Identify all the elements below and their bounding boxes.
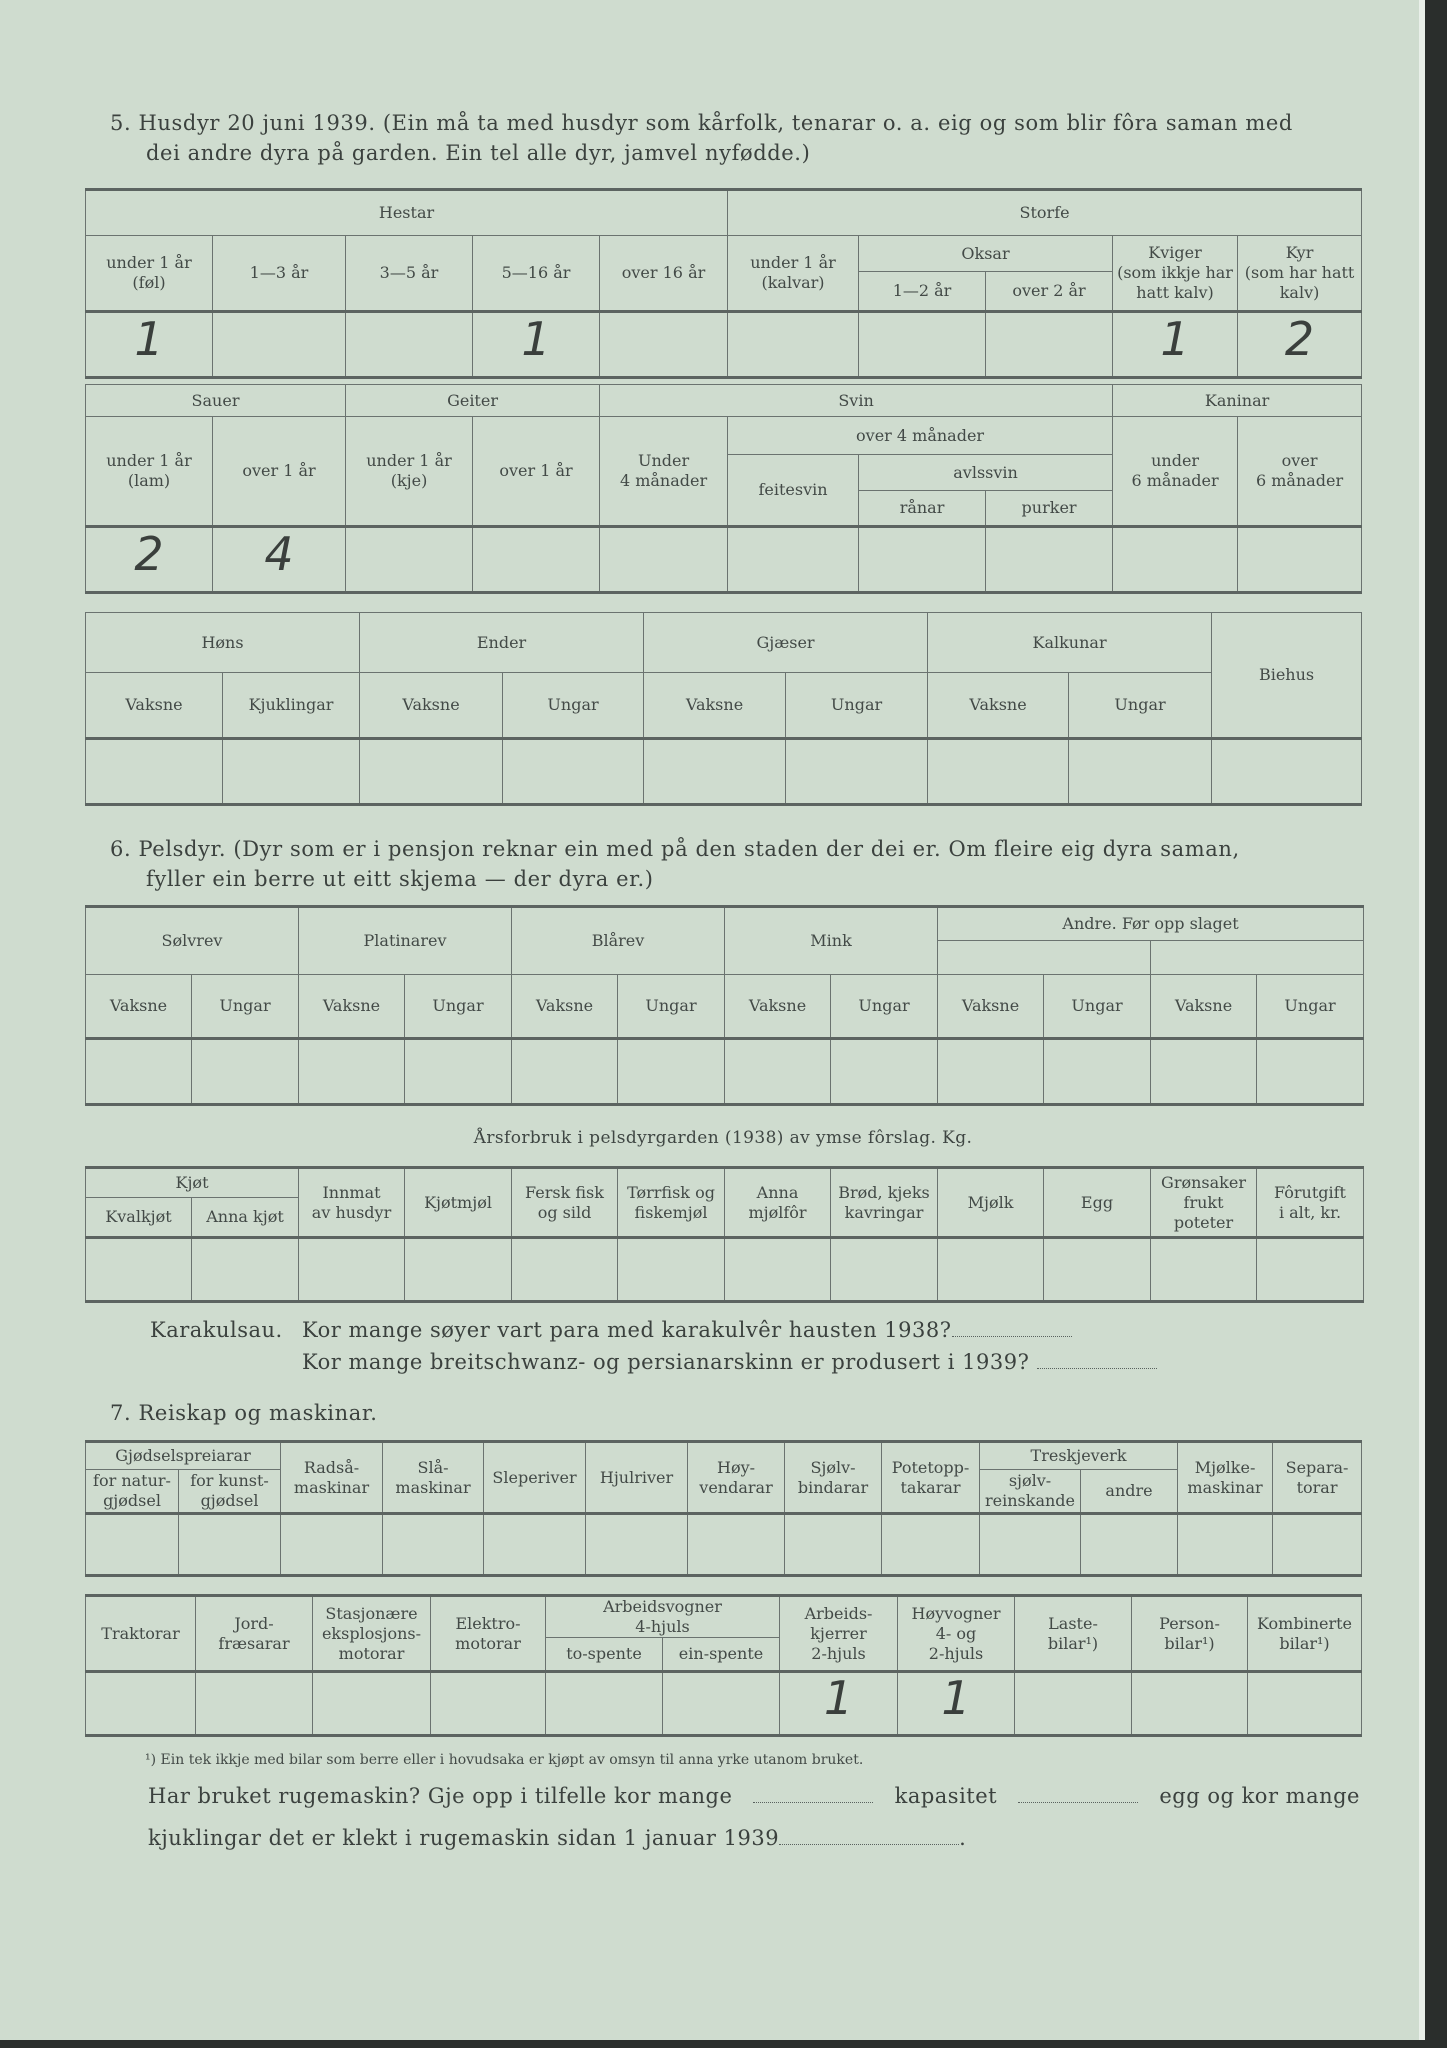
col-to-spente: to-spente bbox=[546, 1638, 663, 1672]
cell-empty[interactable] bbox=[859, 312, 986, 378]
cell-empty[interactable] bbox=[618, 1238, 725, 1302]
header-treskjeverk: Treskjeverk bbox=[980, 1442, 1178, 1470]
col-ungar: Ungar bbox=[1257, 975, 1364, 1039]
cell-empty[interactable] bbox=[1257, 1238, 1364, 1302]
section-5-heading bbox=[110, 108, 1360, 168]
cell-empty[interactable] bbox=[86, 739, 223, 805]
cell-empty[interactable] bbox=[663, 1672, 780, 1736]
cell-empty[interactable] bbox=[1248, 1672, 1362, 1736]
cell-empty[interactable] bbox=[196, 1672, 313, 1736]
col-kyr: Kyr (som har hatt kalv) bbox=[1238, 236, 1362, 312]
cell-empty[interactable] bbox=[785, 1514, 882, 1576]
cell-empty[interactable] bbox=[299, 1039, 405, 1105]
col-vaksne: Vaksne bbox=[299, 975, 405, 1039]
header-gjodselspreiarar: Gjødselspreiarar bbox=[86, 1442, 281, 1470]
header-kalkunar: Kalkunar bbox=[928, 613, 1212, 673]
cell-empty[interactable] bbox=[1212, 739, 1362, 805]
vehicles-table bbox=[85, 1594, 1362, 1737]
incubator-capacity-field[interactable] bbox=[1018, 1784, 1138, 1803]
poultry-table bbox=[85, 612, 1362, 806]
cell-empty[interactable] bbox=[1069, 739, 1212, 805]
cell-empty[interactable] bbox=[192, 1238, 299, 1302]
cell-empty[interactable] bbox=[512, 1238, 618, 1302]
cell-andre-type-2[interactable] bbox=[1151, 941, 1364, 975]
cell-empty[interactable] bbox=[586, 1514, 688, 1576]
col-ranar: rånar bbox=[859, 491, 986, 527]
col-mjolk: Mjølk bbox=[938, 1168, 1044, 1238]
col-ender-vaksne: Vaksne bbox=[360, 673, 503, 739]
col-avlssvin: avlssvin bbox=[859, 455, 1113, 491]
col-torrfisk: Tørrfisk og fiskemjøl bbox=[618, 1168, 725, 1238]
cell-empty[interactable] bbox=[728, 312, 859, 378]
incubator-question-b: kapasitet bbox=[894, 1784, 998, 1808]
incubator-chicks-field[interactable] bbox=[779, 1826, 959, 1845]
col-horses-1-3: 1—3 år bbox=[213, 236, 346, 312]
header-geiter: Geiter bbox=[346, 385, 600, 417]
cell-empty[interactable] bbox=[831, 1238, 938, 1302]
col-brod: Brød, kjeks kavringar bbox=[831, 1168, 938, 1238]
col-kvalkjot: Kvalkjøt bbox=[86, 1198, 192, 1238]
col-kunstgjodsel: for kunst- gjødsel bbox=[179, 1470, 281, 1514]
col-traktorar: Traktorar bbox=[86, 1596, 196, 1672]
col-vaksne: Vaksne bbox=[512, 975, 618, 1039]
cell-empty[interactable] bbox=[1151, 1238, 1257, 1302]
cell-empty[interactable] bbox=[346, 527, 473, 593]
cell-sheep-over-1[interactable] bbox=[213, 527, 346, 593]
handwritten-value: 1 bbox=[941, 1671, 971, 1725]
karakul-question-2: Kor mange breitschwanz- og persianarskinn er produsert i 1939? bbox=[302, 1350, 1157, 1374]
col-ungar: Ungar bbox=[192, 975, 299, 1039]
handwritten-value: 1 bbox=[134, 312, 164, 366]
col-oksar-1-2: 1—2 år bbox=[859, 272, 986, 312]
cell-horses-under-1[interactable] bbox=[86, 312, 213, 378]
cell-empty[interactable] bbox=[346, 312, 473, 378]
cell-empty[interactable] bbox=[786, 739, 928, 805]
col-rabbits-over-6: over 6 månader bbox=[1238, 417, 1362, 527]
col-anna-kjot: Anna kjøt bbox=[192, 1198, 299, 1238]
cell-empty[interactable] bbox=[405, 1039, 512, 1105]
cell-empty[interactable] bbox=[1273, 1514, 1362, 1576]
header-gjaeser: Gjæser bbox=[644, 613, 928, 673]
col-pigs-over-4: over 4 månader bbox=[728, 417, 1113, 455]
section-6-line1: 6. Pelsdyr. (Dyr som er i pensjon reknar ein med på den staden der dei er. Om fleire eig dyra saman, bbox=[110, 837, 1240, 861]
col-gronsaker: Grønsaker frukt poteter bbox=[1151, 1168, 1257, 1238]
cell-empty[interactable] bbox=[644, 739, 786, 805]
cell-empty[interactable] bbox=[299, 1238, 405, 1302]
cell-horses-5-16[interactable] bbox=[473, 312, 600, 378]
incubator-count-field[interactable] bbox=[753, 1784, 873, 1803]
section-6-heading bbox=[110, 834, 1360, 894]
section-7-heading: 7. Reiskap og maskinar. bbox=[110, 1401, 378, 1425]
col-ungar: Ungar bbox=[405, 975, 512, 1039]
col-arbeidskjerrer: Arbeids- kjerrer 2-hjuls bbox=[780, 1596, 898, 1672]
cell-empty[interactable] bbox=[938, 1039, 1044, 1105]
handwritten-value: 4 bbox=[264, 527, 294, 581]
header-storfe: Storfe bbox=[728, 190, 1362, 236]
col-kje: under 1 år (kje) bbox=[346, 417, 473, 527]
col-biehus: Biehus bbox=[1212, 613, 1362, 739]
cell-empty[interactable] bbox=[1113, 527, 1238, 593]
col-horses-under-1: under 1 år (føl) bbox=[86, 236, 213, 312]
col-potetopptakarar: Potetopp- takarar bbox=[882, 1442, 980, 1514]
cell-empty[interactable] bbox=[1081, 1514, 1178, 1576]
karakul-answer-1[interactable] bbox=[952, 1318, 1072, 1337]
col-vaksne: Vaksne bbox=[1151, 975, 1257, 1039]
col-sheep-over-1: over 1 år bbox=[213, 417, 346, 527]
col-gjaeser-ungar: Ungar bbox=[786, 673, 928, 739]
col-rabbits-under-6: under 6 månader bbox=[1113, 417, 1238, 527]
col-vaksne: Vaksne bbox=[725, 975, 831, 1039]
header-mink: Mink bbox=[725, 907, 938, 975]
handwritten-value: 1 bbox=[521, 312, 551, 366]
col-oksar: Oksar bbox=[859, 236, 1113, 272]
col-ungar: Ungar bbox=[831, 975, 938, 1039]
col-horses-over-16: over 16 år bbox=[600, 236, 728, 312]
cell-empty[interactable] bbox=[1132, 1672, 1248, 1736]
col-fersk-fisk: Fersk fisk og sild bbox=[512, 1168, 618, 1238]
col-horses-3-5: 3—5 år bbox=[346, 236, 473, 312]
cell-empty[interactable] bbox=[938, 1238, 1044, 1302]
cell-empty[interactable] bbox=[383, 1514, 484, 1576]
header-platinarev: Platinarev bbox=[299, 907, 512, 975]
cell-lam[interactable] bbox=[86, 527, 213, 593]
incubator-question-line2: kjuklingar det er klekt i rugemaskin sidan 1 januar 1939 . bbox=[148, 1826, 967, 1850]
cell-empty[interactable] bbox=[313, 1672, 431, 1736]
section-5-line1: 5. Husdyr 20 juni 1939. (Ein må ta med husdyr som kårfolk, tenarar o. a. eig og som blir fôra saman med bbox=[110, 111, 1293, 135]
col-calves: under 1 år (kalvar) bbox=[728, 236, 859, 312]
fur-animals-table bbox=[85, 905, 1364, 1106]
col-gjaeser-vaksne: Vaksne bbox=[644, 673, 786, 739]
feed-table-title: Årsforbruk i pelsdyrgarden (1938) av ymse fôrslag. Kg. bbox=[473, 1128, 973, 1148]
cell-empty[interactable] bbox=[1257, 1039, 1364, 1105]
col-ein-spente: ein-spente bbox=[663, 1638, 780, 1672]
col-separatorar: Separa- torar bbox=[1273, 1442, 1362, 1514]
col-ungar: Ungar bbox=[1044, 975, 1151, 1039]
col-lastebilar: Laste- bilar¹) bbox=[1015, 1596, 1132, 1672]
livestock-sheep-goats-pigs-table bbox=[85, 384, 1362, 594]
col-pigs-under-4: Under 4 månader bbox=[600, 417, 728, 527]
handwritten-value: 2 bbox=[134, 527, 164, 581]
incubator-question-c: egg og kor mange bbox=[1159, 1784, 1360, 1808]
machinery-table bbox=[85, 1440, 1362, 1577]
col-sleperiver: Sleperiver bbox=[484, 1442, 586, 1514]
incubator-question-a: Har bruket rugemaskin? Gje opp i tilfelle kor mange bbox=[148, 1784, 733, 1808]
cell-empty[interactable] bbox=[1044, 1039, 1151, 1105]
karakul-question-1: Kor mange søyer vart para med karakulvêr hausten 1938? bbox=[302, 1318, 1072, 1342]
col-horses-5-16: 5—16 år bbox=[473, 236, 600, 312]
cell-empty[interactable] bbox=[600, 312, 728, 378]
col-personbilar: Person- bilar¹) bbox=[1132, 1596, 1248, 1672]
col-hons-vaksne: Vaksne bbox=[86, 673, 223, 739]
col-ungar: Ungar bbox=[618, 975, 725, 1039]
header-sauer: Sauer bbox=[86, 385, 346, 417]
cell-empty[interactable] bbox=[431, 1672, 546, 1736]
cell-empty[interactable] bbox=[1178, 1514, 1273, 1576]
cell-empty[interactable] bbox=[1044, 1238, 1151, 1302]
cell-empty[interactable] bbox=[1015, 1672, 1132, 1736]
cell-empty[interactable] bbox=[859, 527, 986, 593]
handwritten-value: 2 bbox=[1284, 312, 1315, 366]
col-kalkunar-ungar: Ungar bbox=[1069, 673, 1212, 739]
col-hoyvendarar: Høy- vendarar bbox=[688, 1442, 785, 1514]
col-oksar-over-2: over 2 år bbox=[986, 272, 1113, 312]
footnote: ¹) Ein tek ikkje med bilar som berre eller i hovudsaka er kjøpt av omsyn til anna yrke utanom bruket. bbox=[145, 1752, 864, 1768]
header-kaninar: Kaninar bbox=[1113, 385, 1362, 417]
col-kjotmjol: Kjøtmjøl bbox=[405, 1168, 512, 1238]
handwritten-value: 1 bbox=[1160, 312, 1190, 366]
col-stasjonaere: Stasjonære eksplosjons- motorar bbox=[313, 1596, 431, 1672]
header-ender: Ender bbox=[360, 613, 644, 673]
cell-empty[interactable] bbox=[728, 527, 859, 593]
col-kombinerte-bilar: Kombinerte bilar¹) bbox=[1248, 1596, 1362, 1672]
cell-empty[interactable] bbox=[600, 527, 728, 593]
handwritten-value: 1 bbox=[823, 1671, 854, 1725]
header-kjot: Kjøt bbox=[86, 1168, 299, 1198]
livestock-horses-cattle-table bbox=[85, 188, 1362, 379]
cell-empty[interactable] bbox=[725, 1238, 831, 1302]
cell-empty[interactable] bbox=[473, 527, 600, 593]
cell-empty[interactable] bbox=[928, 739, 1069, 805]
col-sjolvbindarar: Sjølv- bindarar bbox=[785, 1442, 882, 1514]
header-blarev: Blårev bbox=[512, 907, 725, 975]
cell-empty[interactable] bbox=[512, 1039, 618, 1105]
col-mjolkemaskinar: Mjølke- maskinar bbox=[1178, 1442, 1273, 1514]
col-radsa: Radså- maskinar bbox=[281, 1442, 383, 1514]
col-jordfraesarar: Jord- fræsarar bbox=[196, 1596, 313, 1672]
col-purker: purker bbox=[986, 491, 1113, 527]
karakul-answer-2[interactable] bbox=[1037, 1350, 1157, 1369]
cell-empty[interactable] bbox=[831, 1039, 938, 1105]
cell-kyr[interactable] bbox=[1238, 312, 1362, 378]
section-5-line2: dei andre dyra på garden. Ein tel alle dyr, jamvel nyfødde.) bbox=[146, 141, 811, 165]
col-kviger: Kviger (som ikkje har hatt kalv) bbox=[1113, 236, 1238, 312]
col-egg: Egg bbox=[1044, 1168, 1151, 1238]
cell-empty[interactable] bbox=[1151, 1039, 1257, 1105]
cell-empty[interactable] bbox=[86, 1238, 192, 1302]
cell-empty[interactable] bbox=[725, 1039, 831, 1105]
cell-empty[interactable] bbox=[546, 1672, 663, 1736]
cell-empty[interactable] bbox=[1238, 527, 1362, 593]
cell-empty[interactable] bbox=[281, 1514, 383, 1576]
col-innmat: Innmat av husdyr bbox=[299, 1168, 405, 1238]
cell-empty[interactable] bbox=[882, 1514, 980, 1576]
col-anna-mjolfor: Anna mjølfôr bbox=[725, 1168, 831, 1238]
cell-empty[interactable] bbox=[688, 1514, 785, 1576]
section-6-line2: fyller ein berre ut eitt skjema — der dyra er.) bbox=[146, 867, 654, 891]
col-sla: Slå- maskinar bbox=[383, 1442, 484, 1514]
cell-kviger[interactable] bbox=[1113, 312, 1238, 378]
cell-empty[interactable] bbox=[86, 1672, 196, 1736]
col-kalkunar-vaksne: Vaksne bbox=[928, 673, 1069, 739]
cell-empty[interactable] bbox=[179, 1514, 281, 1576]
cell-empty[interactable] bbox=[986, 312, 1113, 378]
incubator-question-line1 bbox=[148, 1784, 1360, 1808]
cell-empty[interactable] bbox=[980, 1514, 1081, 1576]
cell-arbeidskjerrer[interactable] bbox=[780, 1672, 898, 1736]
cell-empty[interactable] bbox=[405, 1238, 512, 1302]
col-tresk-andre: andre bbox=[1081, 1470, 1178, 1514]
col-lam: under 1 år (lam) bbox=[86, 417, 213, 527]
cell-empty[interactable] bbox=[360, 739, 503, 805]
cell-hoyvogner[interactable] bbox=[898, 1672, 1015, 1736]
cell-empty[interactable] bbox=[86, 1039, 192, 1105]
col-hjulriver: Hjulriver bbox=[586, 1442, 688, 1514]
cell-andre-type-1[interactable] bbox=[938, 941, 1151, 975]
feed-consumption-table bbox=[85, 1166, 1364, 1303]
cell-empty[interactable] bbox=[223, 739, 360, 805]
header-andre: Andre. Før opp slaget bbox=[938, 907, 1364, 941]
header-hons: Høns bbox=[86, 613, 360, 673]
header-arbeidsvogner: Arbeidsvogner 4-hjuls bbox=[546, 1596, 780, 1638]
col-goats-over-1: over 1 år bbox=[473, 417, 600, 527]
col-ender-ungar: Ungar bbox=[503, 673, 644, 739]
karakul-label: Karakulsau. bbox=[150, 1318, 283, 1342]
col-forutgift: Fôrutgift i alt, kr. bbox=[1257, 1168, 1364, 1238]
col-hoyvogner: Høyvogner 4- og 2-hjuls bbox=[898, 1596, 1015, 1672]
col-feitesvin: feitesvin bbox=[728, 455, 859, 527]
header-hestar: Hestar bbox=[86, 190, 728, 236]
header-solvrev: Sølvrev bbox=[86, 907, 299, 975]
cell-empty[interactable] bbox=[86, 1514, 179, 1576]
col-sjolvreinskande: sjølv- reinskande bbox=[980, 1470, 1081, 1514]
cell-empty[interactable] bbox=[618, 1039, 725, 1105]
cell-empty[interactable] bbox=[503, 739, 644, 805]
col-elektromotorar: Elektro- motorar bbox=[431, 1596, 546, 1672]
cell-empty[interactable] bbox=[986, 527, 1113, 593]
cell-empty[interactable] bbox=[484, 1514, 586, 1576]
col-vaksne: Vaksne bbox=[938, 975, 1044, 1039]
col-hons-kjuklingar: Kjuklingar bbox=[223, 673, 360, 739]
col-naturgjodsel: for natur- gjødsel bbox=[86, 1470, 179, 1514]
cell-empty[interactable] bbox=[192, 1039, 299, 1105]
header-svin: Svin bbox=[600, 385, 1113, 417]
col-vaksne: Vaksne bbox=[86, 975, 192, 1039]
cell-empty[interactable] bbox=[213, 312, 346, 378]
